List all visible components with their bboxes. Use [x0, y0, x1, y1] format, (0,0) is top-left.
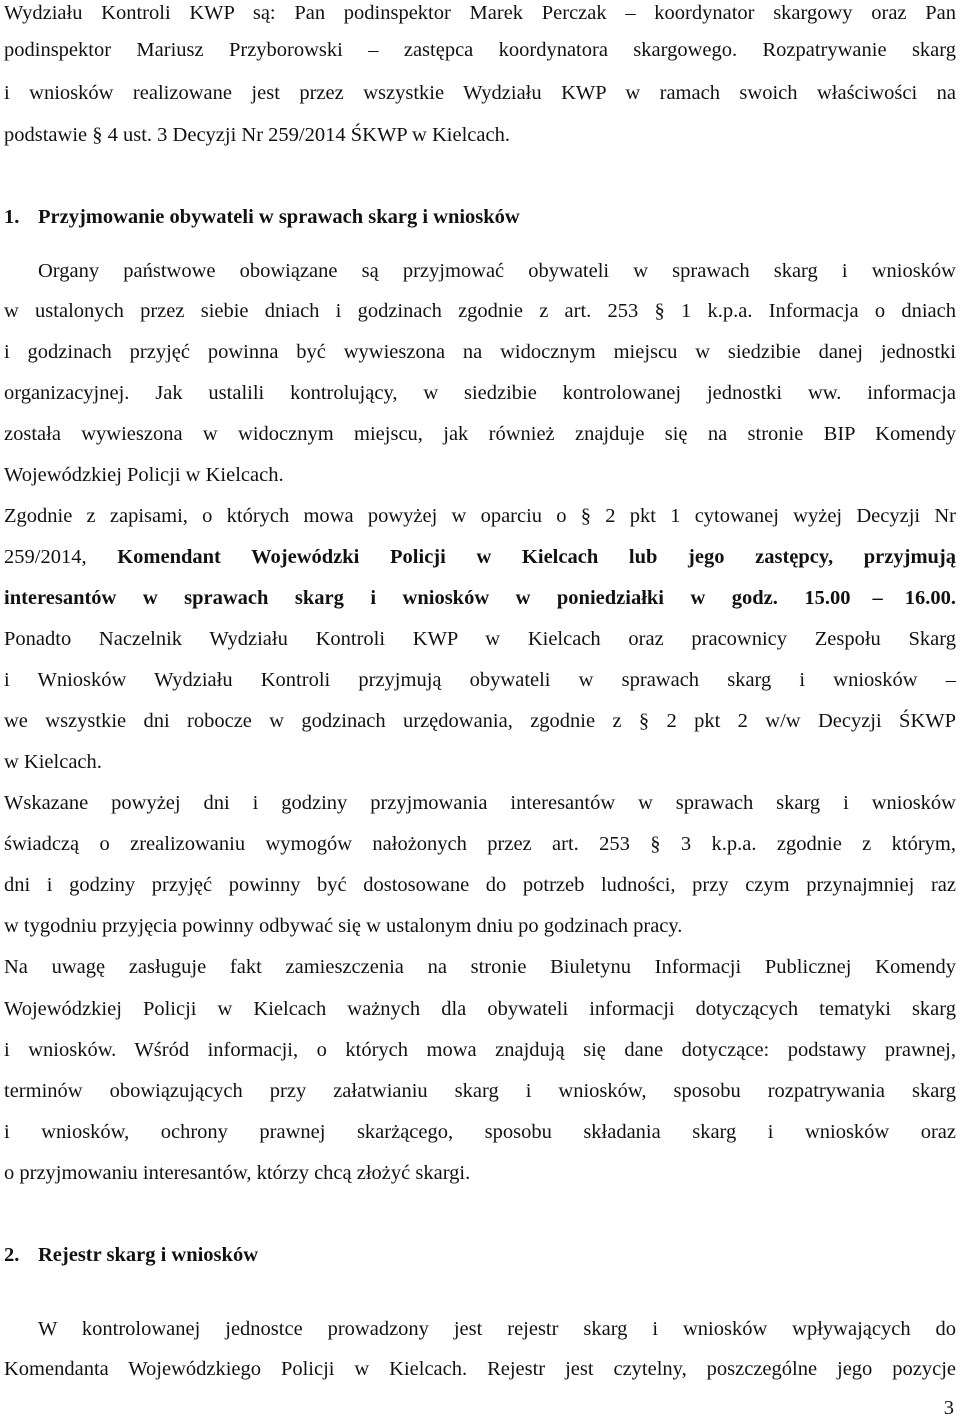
s1-p2-line-3 [4, 585, 956, 611]
intro-line-2: podinspektor Mariusz Przyborowski – zastępca koordynatora skargowego. Rozpatrywanie skarg [4, 39, 956, 61]
s1-p4-line-6: o przyjmowaniu interesantów, którzy chcą złożyć skargi. [4, 1162, 471, 1184]
s1-p4-line-4: terminów obowiązujących przy załatwianiu skarg i wniosków, sposobu rozpatrywania skarg [4, 1080, 956, 1102]
s1-p2-line-7: w Kielcach. [4, 751, 102, 773]
s1-p3-line-3: dni i godziny przyjęć powinny być dostosowane do potrzeb ludności, przy czym przynajmniej raz [4, 874, 956, 896]
s2-p1-line-2: Komendanta Wojewódzkiego Policji w Kielcach. Rejestr jest czytelny, poszczególne jego pozycje [4, 1358, 956, 1380]
s1-p2-line-4: Ponadto Naczelnik Wydziału Kontroli KWP w Kielcach oraz pracownicy Zespołu Skarg [4, 628, 956, 650]
section-2-heading [4, 1242, 258, 1268]
section-2-number: 2. [4, 1244, 20, 1266]
section-1-title: Przyjmowanie obywateli w sprawach skarg i wniosków [38, 206, 520, 228]
s1-p2-line-1: Zgodnie z zapisami, o których mowa powyżej w oparciu o § 2 pkt 1 cytowanej wyżej Decyzji Nr [4, 505, 956, 527]
s1-p2-line-6: we wszystkie dni robocze w godzinach urzędowania, zgodnie z § 2 pkt 2 w/w Decyzji ŚKWP [4, 710, 956, 732]
section-1-number: 1. [4, 206, 20, 228]
s1-p4-line-1: Na uwagę zasługuje fakt zamieszczenia na stronie Biuletynu Informacji Publicznej Komendy [4, 956, 956, 978]
s1-p4-line-3: i wniosków. Wśród informacji, o których mowa znajdują się dane dotyczące: podstawy prawnej, [4, 1039, 956, 1061]
s1-p2-line-3-bold-b: 16.00. [904, 587, 956, 609]
intro-line-3: i wniosków realizowane jest przez wszystkie Wydziału KWP w ramach swoich właściwości na [4, 82, 956, 104]
s1-p1-line-6: Wojewódzkiej Policji w Kielcach. [4, 464, 284, 486]
s1-p4-line-5: i wniosków, ochrony prawnej skarżącego, sposobu składania skarg i wniosków oraz [4, 1121, 956, 1143]
intro-line-1: Wydziału Kontroli KWP są: Pan podinspektor Marek Perczak – koordynator skargowy oraz Pan [4, 2, 956, 24]
s1-p3-line-1: Wskazane powyżej dni i godziny przyjmowania interesantów w sprawach skarg i wniosków [4, 792, 956, 814]
s1-p4-line-2: Wojewódzkiej Policji w Kielcach ważnych dla obywateli informacji dotyczących tematyki skarg [4, 998, 956, 1020]
section-1-heading [4, 204, 520, 230]
s1-p2-line-3-bold-a: interesantów w sprawach skarg i wniosków w poniedziałki w godz. 15.00 [4, 587, 851, 609]
s1-p1-line-1: Organy państwowe obowiązane są przyjmować obywateli w sprawach skarg i wniosków [38, 260, 956, 282]
s1-p2-line-5: i Wniosków Wydziału Kontroli przyjmują obywateli w sprawach skarg i wniosków – [4, 669, 956, 691]
page-number: 3 [943, 1397, 954, 1419]
s1-p1-line-3: i godzinach przyjęć powinna być wywieszona na widocznym miejscu w siedzibie danej jednostki [4, 341, 956, 363]
s1-p2-line-2-prefix: 259/2014, [4, 546, 118, 568]
s1-p1-line-5: została wywieszona w widocznym miejscu, jak również znajduje się na stronie BIP Komendy [4, 423, 956, 445]
s1-p2-line-2 [4, 544, 956, 570]
s1-p1-line-4: organizacyjnej. Jak ustalili kontrolujący, w siedzibie kontrolowanej jednostki ww. informacja [4, 382, 956, 404]
s1-p3-line-2: świadczą o zrealizowaniu wymogów nałożonych przez art. 253 § 3 k.p.a. zgodnie z którym, [4, 833, 956, 855]
intro-line-4: podstawie § 4 ust. 3 Decyzji Nr 259/2014 ŚKWP w Kielcach. [4, 124, 510, 146]
s2-p1-line-1: W kontrolowanej jednostce prowadzony jest rejestr skarg i wniosków wpływających do [38, 1318, 956, 1340]
s1-p2-line-2-bold: Komendant Wojewódzki Policji w Kielcach lub jego zastępcy, przyjmują [117, 546, 956, 568]
section-2-title: Rejestr skarg i wniosków [38, 1244, 258, 1266]
s1-p3-line-4: w tygodniu przyjęcia powinny odbywać się w ustalonym dniu po godzinach pracy. [4, 915, 683, 937]
s1-p2-line-3-dash: – [872, 587, 883, 609]
s1-p1-line-2: w ustalonych przez siebie dniach i godzinach zgodnie z art. 253 § 1 k.p.a. Informacja o dniach [4, 300, 956, 322]
